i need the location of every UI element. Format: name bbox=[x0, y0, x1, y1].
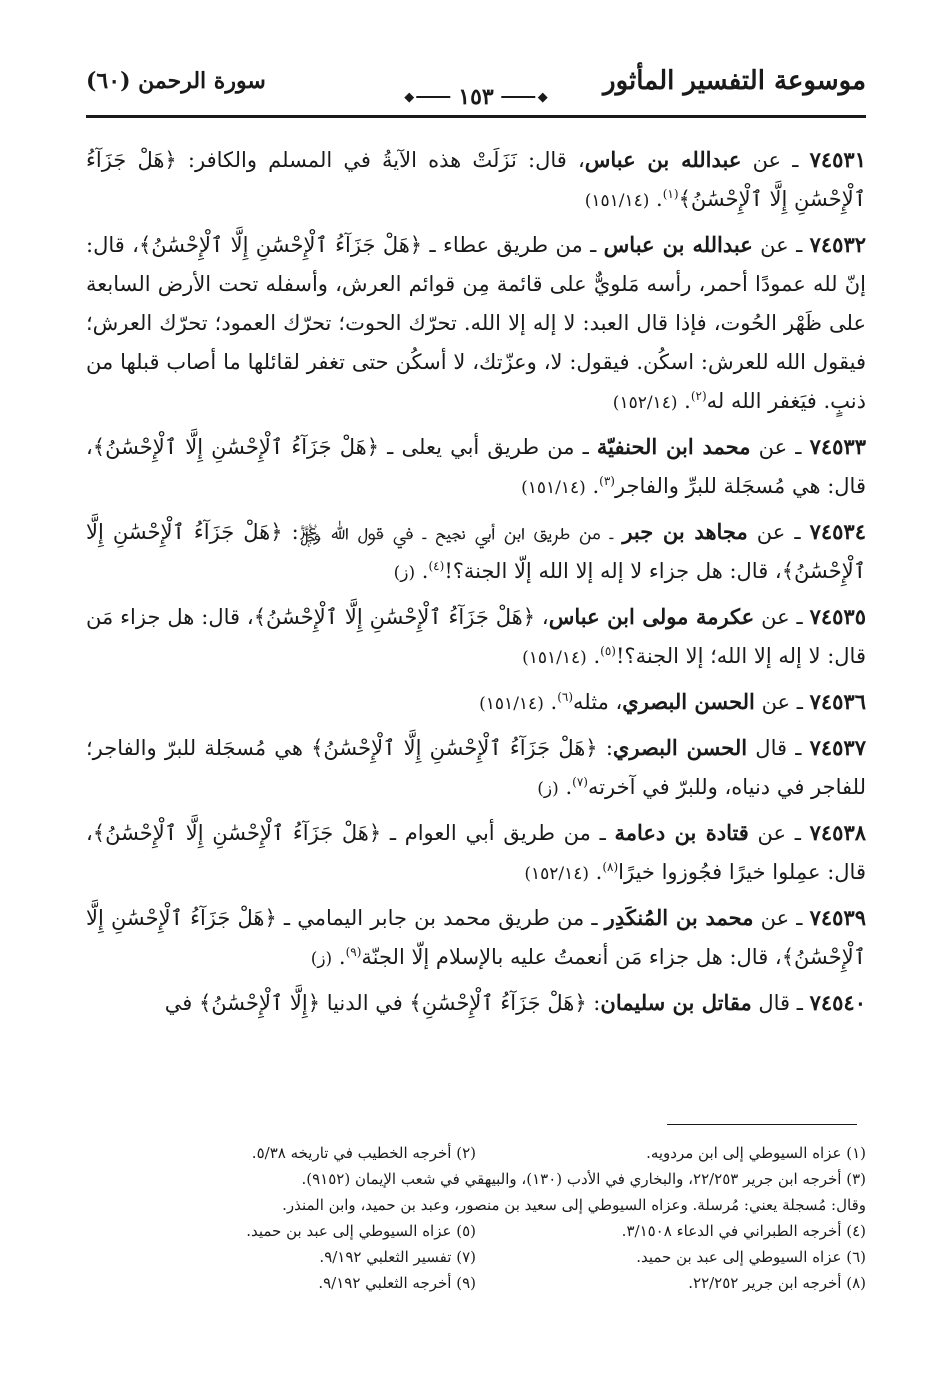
narrator-name: الحسن البصري bbox=[622, 689, 755, 714]
hadith-entry bbox=[86, 140, 866, 221]
narrator-name: محمد ابن الحنفيّة bbox=[596, 434, 751, 459]
volume-reference: (ز) bbox=[537, 779, 559, 799]
entry-text: ـ من طريق أبي العوام ـ bbox=[381, 821, 615, 845]
narrator-name: محمد بن المُنكَدِر bbox=[604, 905, 754, 930]
main-text bbox=[86, 140, 866, 1023]
hadith-entry bbox=[86, 512, 866, 593]
quran-quote: ﴿هَلْ جَزَآءُ ٱلْإِحْسَٰنِ إِلَّا ٱلْإِحْسَٰنُ﴾ bbox=[92, 435, 380, 459]
footnote-marker[interactable]: (٦) bbox=[557, 690, 574, 704]
entry-text: في الدنيا bbox=[320, 991, 410, 1015]
footnote-3: (٣) أخرجه ابن جرير ٢٢/٢٥٣، والبخاري في الأدب (١٣٠)، والبيهقي في شعب الإيمان (٩١٥٢). bbox=[301, 1170, 866, 1188]
narrator-name: مجاهد بن جبر bbox=[622, 519, 748, 544]
quran-quote: ﴿هَلْ جَزَآءُ ٱلْإِحْسَٰنِ إِلَّا ٱلْإِحْسَٰنُ﴾ bbox=[138, 233, 423, 257]
entry-tail: . bbox=[585, 474, 600, 498]
footnotes bbox=[86, 1140, 866, 1296]
footnote-row bbox=[86, 1140, 866, 1166]
hadith-entry bbox=[86, 225, 866, 423]
quran-quote: ﴿هَلْ جَزَآءُ ٱلْإِحْسَٰنِ إِلَّا ٱلْإِحْسَٰنُ﴾ bbox=[86, 906, 866, 969]
footnote-marker[interactable]: (١) bbox=[662, 187, 679, 201]
ornament-left-icon: ◆ bbox=[404, 90, 450, 105]
ornament-right-icon: ◆ bbox=[502, 90, 548, 105]
narrator-name: قتادة بن دعامة bbox=[614, 820, 749, 845]
volume-reference: (١٥٢/١٤) bbox=[612, 393, 678, 413]
entry-separator: ـ عن bbox=[747, 520, 810, 544]
narrator-name: عبدالله بن عباس bbox=[584, 147, 742, 172]
entry-separator: ـ عن bbox=[748, 821, 810, 845]
entry-text: ـ من طريق ابن أبي نجيح ـ في قول الله ﷿: bbox=[282, 520, 623, 544]
entry-text: ـ من طريق عطاء ـ bbox=[422, 233, 604, 257]
entry-number: ٧٤٥٣٨ bbox=[809, 820, 867, 845]
footnote-1: (١) عزاه السيوطي إلى ابن مردويه. bbox=[646, 1144, 866, 1162]
entry-text: ـ من طريق محمد بن جابر اليمامي ـ bbox=[276, 906, 605, 930]
entry-text: ، مثله bbox=[573, 690, 623, 714]
footnote-row bbox=[86, 1218, 866, 1244]
entry-text: ، bbox=[535, 605, 549, 629]
hadith-entry bbox=[86, 728, 866, 809]
footnote-2: (٢) أخرجه الخطيب في تاريخه ٥/٣٨. bbox=[251, 1144, 476, 1162]
hadith-entry bbox=[86, 813, 866, 894]
hadith-entry bbox=[86, 427, 866, 508]
volume-reference: (ز) bbox=[310, 949, 333, 969]
narrator-name: عبدالله بن عباس bbox=[603, 232, 753, 257]
quran-quote: ﴿هَلْ جَزَآءُ ٱلْإِحْسَٰنِ﴾ bbox=[409, 991, 587, 1015]
entry-text: ، قال: هي مُسجَلة للبرِّ والفاجر bbox=[86, 435, 866, 498]
entry-separator: ـ قال bbox=[747, 736, 810, 760]
entry-number: ٧٤٥٣٧ bbox=[809, 735, 866, 760]
entry-number: ٧٤٥٣١ bbox=[809, 147, 866, 172]
entry-number: ٧٤٥٣٩ bbox=[809, 905, 866, 930]
entry-text: ـ من طريق أبي يعلى ـ bbox=[379, 435, 597, 459]
entry-text: : bbox=[597, 736, 613, 760]
entry-text: هي مُسجَلة للبرّ والفاجر؛ للفاجر في دنياه، وللبرّ في آخرته bbox=[86, 736, 866, 799]
volume-reference: (١٥١/١٤) bbox=[521, 478, 586, 498]
footnote-9: (٩) أخرجه الثعلبي ٩/١٩٢. bbox=[318, 1274, 476, 1292]
entry-separator: ـ عن bbox=[750, 435, 810, 459]
footnote-marker[interactable]: (٥) bbox=[600, 644, 616, 658]
entry-tail: . bbox=[649, 187, 663, 211]
quran-quote: ﴿هَلْ جَزَآءُ ٱلْإِحْسَٰنِ إِلَّا ٱلْإِحْسَٰنُ﴾ bbox=[86, 520, 866, 583]
entry-tail: . bbox=[588, 860, 603, 884]
hadith-entry bbox=[86, 682, 866, 724]
entry-text: في bbox=[164, 991, 199, 1015]
quran-quote: ﴿هَلْ جَزَآءُ ٱلْإِحْسَٰنِ إِلَّا ٱلْإِحْسَٰنُ﴾ bbox=[253, 605, 536, 629]
entry-number: ٧٤٥٣٥ bbox=[809, 604, 866, 629]
page-number-block bbox=[404, 84, 547, 110]
narrator-name: الحسن البصري bbox=[612, 735, 748, 760]
entry-separator: ـ عن bbox=[752, 233, 810, 257]
entry-text: ، قال: هل جزاء مَن أنعمتُ عليه بالإسلام إلّا الجنّة bbox=[361, 945, 782, 969]
footnote-marker[interactable]: (٢) bbox=[690, 389, 707, 403]
quran-quote: ﴿هَلْ جَزَآءُ ٱلْإِحْسَٰنِ إِلَّا ٱلْإِحْسَٰنُ﴾ bbox=[92, 821, 382, 845]
footnote-3-cont: وقال: مُسجلة يعني: مُرسلة. وعزاه السيوطي إلى سعيد بن منصور، وعبد بن حميد، وابن المنذر. bbox=[282, 1196, 866, 1214]
volume-reference: (١٥١/١٤) bbox=[584, 191, 650, 211]
volume-reference: (١٥١/١٤) bbox=[479, 694, 544, 714]
footnote-marker[interactable]: (٨) bbox=[602, 860, 619, 874]
footnote-6: (٦) عزاه السيوطي إلى عبد بن حميد. bbox=[636, 1248, 866, 1266]
book-title: موسوعة التفسير المأثور bbox=[603, 66, 866, 96]
entry-tail: . bbox=[415, 559, 429, 583]
entry-tail: . bbox=[677, 389, 691, 413]
quran-quote: ﴿إِلَّا ٱلْإِحْسَٰنُ﴾ bbox=[198, 991, 321, 1015]
entry-separator: ـ عن bbox=[754, 690, 810, 714]
footnote-divider bbox=[667, 1124, 857, 1125]
entry-tail: . bbox=[586, 644, 601, 668]
footnote-8: (٨) أخرجه ابن جرير ٢٢/٢٥٢. bbox=[688, 1274, 866, 1292]
entry-number: ٧٤٥٤٠ bbox=[809, 990, 866, 1015]
volume-reference: (١٥١/١٤) bbox=[522, 648, 587, 668]
footnote-4: (٤) أخرجه الطبراني في الدعاء ٣/١٥٠٨. bbox=[621, 1222, 866, 1240]
entry-text: ، قال: عمِلوا خيرًا فجُوزوا خيرًا bbox=[86, 821, 866, 884]
hadith-entry bbox=[86, 597, 866, 678]
entry-text: ، قال: نَزَلَتْ هذه الآيةُ في المسلم والكافر: bbox=[176, 148, 585, 172]
entry-text: ، قال: إنّ لله عمودًا أحمر، رأسه مَلويٌّ على قائمة مِن قوائم العرش، وأسفله تحت الأرض السابعة على ظَهْر الحُوت، فإذا قال العبد: لا إله إلا الله. تحرّك الحوت؛ تحرّك العمود؛ تحرّك العرش؛ فيقول الله للعرش: اسكُن. فيقول: لا، وعزّتك، لا أسكُن حتى تغفر لقائلها ما أصاب قبلها من ذنبٍ. فيَغفر الله له bbox=[86, 233, 866, 413]
entry-number: ٧٤٥٣٣ bbox=[809, 434, 866, 459]
footnote-row bbox=[86, 1244, 866, 1270]
footnote-marker[interactable]: (٧) bbox=[572, 775, 588, 789]
footnote-marker[interactable]: (٤) bbox=[428, 559, 445, 573]
entry-text: : bbox=[586, 991, 601, 1015]
footnote-marker[interactable]: (٣) bbox=[599, 474, 615, 488]
entry-text: ، قال: هل جزاء لا إله إلا الله إلّا الجنة؟! bbox=[444, 559, 782, 583]
entry-tail: . bbox=[558, 775, 573, 799]
volume-reference: (ز) bbox=[393, 563, 416, 583]
footnote-5: (٥) عزاه السيوطي إلى عبد بن حميد. bbox=[246, 1222, 476, 1240]
narrator-name: عكرمة مولى ابن عباس bbox=[548, 604, 755, 629]
hadith-entry bbox=[86, 898, 866, 979]
footnote-7: (٧) تفسير الثعلبي ٩/١٩٢. bbox=[319, 1248, 476, 1266]
entry-separator: ـ عن bbox=[741, 148, 810, 172]
entry-separator: ـ عن bbox=[754, 605, 810, 629]
volume-reference: (١٥٢/١٤) bbox=[524, 864, 589, 884]
footnote-marker[interactable]: (٩) bbox=[345, 945, 362, 959]
entry-separator: ـ عن bbox=[753, 906, 810, 930]
footnote-row bbox=[86, 1270, 866, 1296]
entry-tail: . bbox=[543, 690, 558, 714]
surah-title: سورة الرحمن (٦٠) bbox=[86, 68, 266, 94]
entry-number: ٧٤٥٣٢ bbox=[809, 232, 867, 257]
quran-quote: ﴿هَلْ جَزَآءُ ٱلْإِحْسَٰنِ إِلَّا ٱلْإِحْسَٰنُ﴾ bbox=[86, 148, 866, 211]
page-number: ١٥٣ bbox=[458, 84, 494, 110]
narrator-name: مقاتل بن سليمان bbox=[600, 990, 752, 1015]
entry-text: ، قال: هل جزاء مَن قال: لا إله إلا الله؛ إلا الجنة؟! bbox=[86, 605, 866, 668]
entry-tail: . bbox=[332, 945, 346, 969]
header-divider bbox=[86, 115, 866, 118]
entry-number: ٧٤٥٣٤ bbox=[809, 519, 866, 544]
quran-quote: ﴿هَلْ جَزَآءُ ٱلْإِحْسَٰنِ إِلَّا ٱلْإِحْسَٰنُ﴾ bbox=[311, 736, 598, 760]
hadith-entry bbox=[86, 983, 866, 1023]
page-header bbox=[86, 66, 866, 110]
entry-number: ٧٤٥٣٦ bbox=[809, 689, 866, 714]
entry-separator: ـ قال bbox=[751, 991, 810, 1015]
